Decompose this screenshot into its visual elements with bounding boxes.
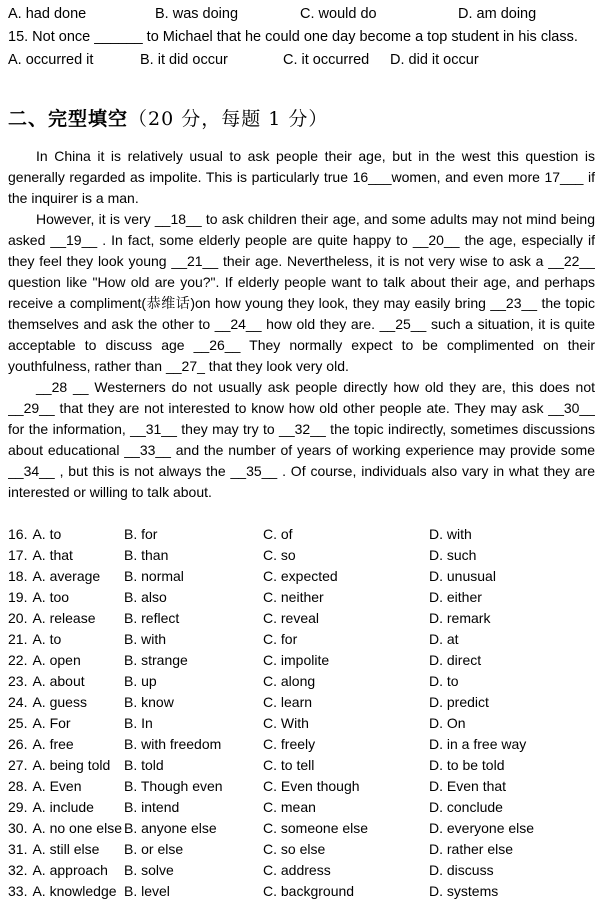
q15-options-row bbox=[8, 49, 595, 72]
question-number: 17. bbox=[8, 547, 28, 563]
options-row-32 bbox=[8, 860, 595, 881]
options-row-28 bbox=[8, 776, 595, 797]
option-a: A. to bbox=[32, 526, 62, 542]
option-d: D. Even that bbox=[429, 778, 507, 794]
option-c: C. someone else bbox=[263, 820, 369, 836]
cloze-passage bbox=[8, 146, 595, 524]
option-b: B. strange bbox=[124, 652, 188, 668]
option-b: B. know bbox=[124, 694, 174, 710]
option-d: D. direct bbox=[429, 652, 482, 668]
options-row-30 bbox=[8, 818, 595, 839]
option-b: B. told bbox=[124, 757, 164, 773]
option-b: B. up bbox=[124, 673, 157, 689]
option-a: A. still else bbox=[32, 841, 100, 857]
option-a: A. guess bbox=[32, 694, 87, 710]
option-a: A. open bbox=[32, 652, 81, 668]
option-b: B. normal bbox=[124, 568, 184, 584]
option-b: B. In bbox=[124, 715, 153, 731]
option-a: A. being told bbox=[32, 757, 111, 773]
option-c: C. impolite bbox=[263, 652, 330, 668]
options-row-22 bbox=[8, 650, 595, 671]
question-number: 29. bbox=[8, 799, 28, 815]
option-b: B. than bbox=[124, 547, 169, 563]
option-d: D. to be told bbox=[429, 757, 505, 773]
option-c: C. so else bbox=[263, 841, 326, 857]
option-a: A. Even bbox=[32, 778, 82, 794]
options-row-19 bbox=[8, 587, 595, 608]
passage-paragraph-2: However, it is very __18__ to ask children their age, and some adults may not mind being asked __19__ . In fact, some elderly people are quite happy to __20__ the age, especially if they feel they look young __21__ their age. Nevertheless, it is not very wise to ask a __22__ question like "How old are you?". If elderly people want to talk about their age, and perhaps receive a compliment(恭维话)on how young they look, they may easily bring __23__ the topic themselves and ask the other to __24__ how old they are. __25__ such a situation, it is quite acceptable to discuss age __26__ They normally expect to be complimented on their youthfulness, rather than __27_ that they look very old. bbox=[8, 211, 595, 374]
option-b: B. reflect bbox=[124, 610, 180, 626]
cloze-options-table bbox=[8, 524, 595, 900]
question-number: 18. bbox=[8, 568, 28, 584]
question-number: 19. bbox=[8, 589, 28, 605]
option-b: B. for bbox=[124, 526, 158, 542]
question-number: 24. bbox=[8, 694, 28, 710]
options-row-25 bbox=[8, 713, 595, 734]
option-a: A. For bbox=[32, 715, 71, 731]
question-number: 32. bbox=[8, 862, 28, 878]
options-row-18 bbox=[8, 566, 595, 587]
option-b: B. with bbox=[124, 631, 167, 647]
q14-option-a: A. had done bbox=[8, 6, 87, 22]
options-row-17 bbox=[8, 545, 595, 566]
question-number: 31. bbox=[8, 841, 28, 857]
section-heading-title: 二、完型填空 bbox=[8, 108, 129, 130]
option-b: B. intend bbox=[124, 799, 180, 815]
option-a: A. no one else bbox=[32, 820, 122, 836]
question-number: 33. bbox=[8, 883, 28, 899]
option-c: C. reveal bbox=[263, 610, 320, 626]
option-a: A. approach bbox=[32, 862, 108, 878]
option-c: C. learn bbox=[263, 694, 313, 710]
option-a: A. knowledge bbox=[32, 883, 117, 899]
q15-option-a: A. occurred it bbox=[8, 52, 94, 68]
options-row-24 bbox=[8, 692, 595, 713]
q14-option-c: C. would do bbox=[300, 6, 377, 22]
q15-stem: 15. Not once ______ to Michael that he could one day become a top student in his class. bbox=[8, 29, 578, 45]
option-a: A. about bbox=[32, 673, 85, 689]
option-c: C. mean bbox=[263, 799, 316, 815]
option-d: D. at bbox=[429, 631, 459, 647]
option-d: D. such bbox=[429, 547, 477, 563]
q14-option-b: B. was doing bbox=[155, 6, 239, 22]
options-row-20 bbox=[8, 608, 595, 629]
option-d: D. conclude bbox=[429, 799, 503, 815]
option-a: A. that bbox=[32, 547, 73, 563]
option-c: C. address bbox=[263, 862, 331, 878]
passage-paragraph-1: In China it is relatively usual to ask people their age, but in the west this question is generally regarded as impolite. This is particularly true 16___women, and even more 17___ if the inquirer is a man. bbox=[8, 148, 595, 206]
option-d: D. unusual bbox=[429, 568, 496, 584]
option-c: C. With bbox=[263, 715, 309, 731]
option-c: C. expected bbox=[263, 568, 338, 584]
option-b: B. with freedom bbox=[124, 736, 222, 752]
options-row-31 bbox=[8, 839, 595, 860]
q14-options-row bbox=[8, 3, 595, 26]
option-d: D. predict bbox=[429, 694, 489, 710]
section-heading-score-note: （20 分，每题 1 分） bbox=[128, 108, 329, 130]
option-c: C. freely bbox=[263, 736, 316, 752]
question-number: 22. bbox=[8, 652, 28, 668]
option-b: B. also bbox=[124, 589, 167, 605]
question-number: 20. bbox=[8, 610, 28, 626]
option-c: C. of bbox=[263, 526, 293, 542]
section-heading bbox=[8, 106, 595, 132]
option-b: B. solve bbox=[124, 862, 174, 878]
option-a: A. include bbox=[32, 799, 94, 815]
option-b: B. level bbox=[124, 883, 170, 899]
option-d: D. rather else bbox=[429, 841, 514, 857]
question-number: 30. bbox=[8, 820, 28, 836]
passage-paragraph-3: __28 __ Westerners do not usually ask people directly how old they are, this does not __29__ that they are not interested to know how old other people ate. They may ask __30__ for the information, __31__ they may try to __32__ the topic indirectly, sometimes discussions about educational __33__ and the number of years of working experience may provide some __34__ , but this is not always the __35__ . Of course, individuals also vary in what they are interested or willing to talk about. bbox=[8, 379, 595, 500]
option-b: B. Though even bbox=[124, 778, 223, 794]
option-c: C. to tell bbox=[263, 757, 315, 773]
options-row-27 bbox=[8, 755, 595, 776]
option-d: D. remark bbox=[429, 610, 491, 626]
option-c: C. along bbox=[263, 673, 316, 689]
options-row-33 bbox=[8, 881, 595, 900]
option-d: D. On bbox=[429, 715, 466, 731]
options-row-21 bbox=[8, 629, 595, 650]
option-d: D. to bbox=[429, 673, 459, 689]
option-a: A. release bbox=[32, 610, 96, 626]
option-a: A. too bbox=[32, 589, 70, 605]
option-d: D. everyone else bbox=[429, 820, 535, 836]
option-a: A. free bbox=[32, 736, 74, 752]
option-c: C. background bbox=[263, 883, 355, 899]
options-row-16 bbox=[8, 524, 595, 545]
question-number: 23. bbox=[8, 673, 28, 689]
option-c: C. so bbox=[263, 547, 296, 563]
q15-option-c: C. it occurred bbox=[283, 52, 370, 68]
option-a: A. average bbox=[32, 568, 101, 584]
question-number: 25. bbox=[8, 715, 28, 731]
option-d: D. systems bbox=[429, 883, 499, 899]
options-row-29 bbox=[8, 797, 595, 818]
options-row-23 bbox=[8, 671, 595, 692]
options-row-26 bbox=[8, 734, 595, 755]
option-c: C. Even though bbox=[263, 778, 360, 794]
option-d: D. in a free way bbox=[429, 736, 527, 752]
q15-option-d: D. did it occur bbox=[390, 52, 479, 68]
option-d: D. discuss bbox=[429, 862, 494, 878]
option-c: C. neither bbox=[263, 589, 324, 605]
question-number: 16. bbox=[8, 526, 28, 542]
option-b: B. or else bbox=[124, 841, 184, 857]
option-d: D. with bbox=[429, 526, 472, 542]
option-b: B. anyone else bbox=[124, 820, 217, 836]
question-number: 21. bbox=[8, 631, 28, 647]
question-number: 26. bbox=[8, 736, 28, 752]
option-c: C. for bbox=[263, 631, 298, 647]
question-number: 27. bbox=[8, 757, 28, 773]
option-a: A. to bbox=[32, 631, 62, 647]
option-d: D. either bbox=[429, 589, 482, 605]
q14-option-d: D. am doing bbox=[458, 6, 537, 22]
q15-option-b: B. it did occur bbox=[140, 52, 228, 68]
question-number: 28. bbox=[8, 778, 28, 794]
